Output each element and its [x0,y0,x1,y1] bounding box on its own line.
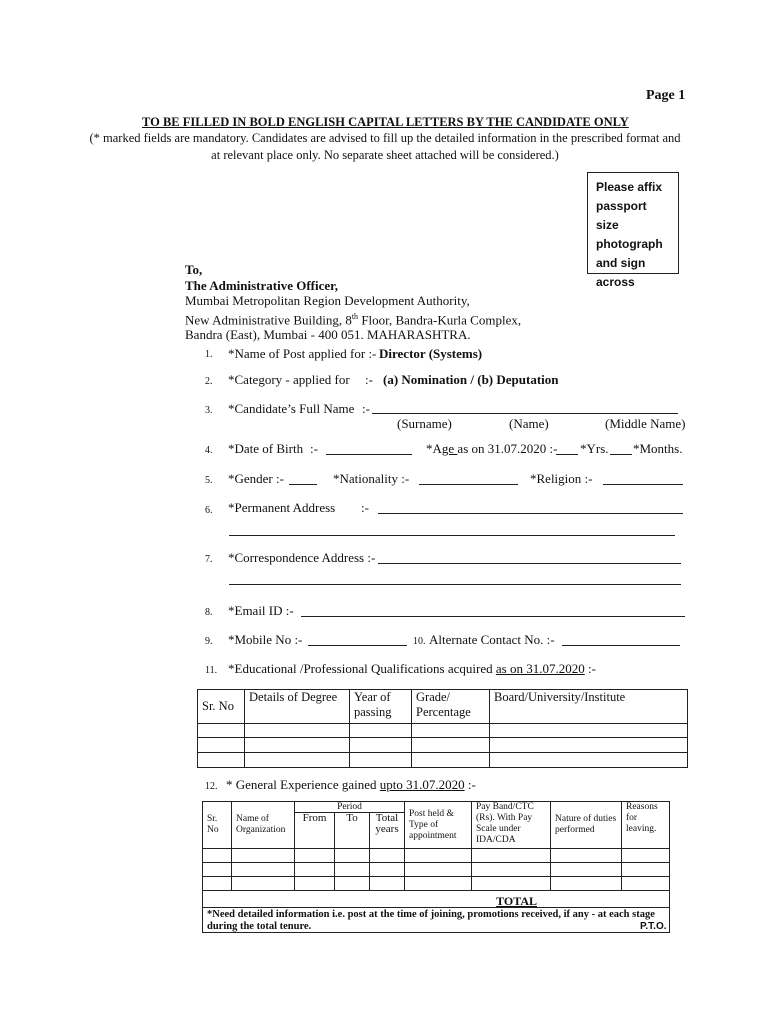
category-value[interactable]: (a) Nomination / (b) Deputation [383,372,559,387]
dob-sep: :- [310,441,318,456]
correspondence-address-input-1[interactable] [378,563,681,564]
col-header: Name of Organization [232,802,295,849]
mobile-input[interactable] [308,645,407,646]
religion-input[interactable] [603,484,683,485]
photo-box-line: across [596,275,635,289]
field-number: 10. [413,636,426,647]
middle-name-caption: (Middle Name) [605,416,686,431]
address-block [185,262,521,343]
full-name-label: *Candidate’s Full Name [228,401,355,416]
field-number: 7. [205,554,213,565]
religion-label: *Religion :- [530,471,593,486]
surname-caption: (Surname) [397,416,452,431]
col-header: Pay Band/CTC (Rs). With Pay Scale under IDA/CDA [472,802,551,849]
total-row [203,891,670,908]
qualifications-label: *Educational /Professional Qualifications acquired as on 31.07.2020 :- [228,661,596,676]
field-number: 8. [205,607,213,618]
instructions-line-1: (* marked fields are mandatory. Candidates are advised to fill up the detailed information in the prescribed format and [89,131,681,145]
field-number: 11. [205,665,218,676]
photo-box-line: passport size [596,199,647,232]
alternate-contact-input[interactable] [562,645,680,646]
table-row[interactable] [203,863,670,877]
table-row[interactable] [198,738,688,753]
years-label: *Yrs. [580,441,609,456]
photo-box-line: photograph [596,237,663,251]
field-number: 1. [205,349,213,360]
col-header: Reasons for leaving. [622,802,670,849]
col-header: Nature of duties performed [551,802,622,849]
table-row[interactable] [198,753,688,768]
category-sep: :- [365,372,373,387]
field-number: 2. [205,376,213,387]
col-header: Details of Degree [245,690,350,724]
nationality-label: *Nationality :- [333,471,410,486]
months-label: *Months. [633,441,683,456]
col-header: To [335,813,370,849]
email-label: *Email ID :- [228,603,294,618]
address-line-3: Bandra (East), Mumbai - 400 051. MAHARASHTRA. [185,327,471,343]
experience-note: *Need detailed information i.e. post at the time of joining, promotions received, if any - at each stage during the total tenure. [203,908,670,933]
col-header: Total years [370,813,405,849]
qualifications-table [197,689,688,768]
gender-input[interactable] [289,484,317,485]
field-number: 3. [205,405,213,416]
experience-table [202,801,670,933]
name-caption: (Name) [509,416,549,431]
category-label: *Category - applied for [228,372,350,387]
col-header: Post held & Type of appointment [405,802,472,849]
age-years-input[interactable] [556,454,578,455]
table-row[interactable] [203,877,670,891]
dob-input[interactable] [326,454,412,455]
field-number: 9. [205,636,213,647]
correspondence-address-input-2[interactable] [229,584,681,585]
age-months-input[interactable] [610,454,632,455]
permanent-address-input-2[interactable] [229,535,675,536]
address-line-2: New Administrative Building, 8th Floor, Bandra-Kurla Complex, [185,311,522,327]
page-number: Page 1 [646,88,686,103]
field-number: 12. [205,781,218,792]
permanent-address-label: *Permanent Address [228,500,336,515]
field-number: 5. [205,475,213,486]
col-header: Period [295,802,405,813]
dob-label: *Date of Birth [228,441,304,456]
permanent-address-input-1[interactable] [378,513,683,514]
photo-box-line: Please affix [596,180,663,194]
address-line-1: Mumbai Metropolitan Region Development Authority, [185,293,470,308]
col-header: Year of passing [350,690,412,724]
experience-label: * General Experience gained upto 31.07.2020 :- [226,777,476,792]
col-header: Sr. No [198,690,245,724]
col-header: From [295,813,335,849]
table-header-row [198,690,688,724]
permanent-address-sep: :- [361,500,369,515]
form-heading: TO BE FILLED IN BOLD ENGLISH CAPITAL LETTERS BY THE CANDIDATE ONLY [142,115,629,129]
email-input[interactable] [301,616,685,617]
col-header: Sr. No [203,802,232,849]
full-name-input[interactable] [372,413,678,414]
nationality-input[interactable] [419,484,518,485]
mobile-label: *Mobile No :- [228,632,303,647]
instructions-line-2: at relevant place only. No separate sheet attached will be considered.) [211,148,559,162]
full-name-sep: :- [362,401,370,416]
age-label: *Age as on 31.07.2020 :- [426,441,558,456]
field-number: 4. [205,445,213,456]
photo-box[interactable] [587,172,679,289]
table-row[interactable] [203,849,670,863]
address-to: To, [185,262,203,277]
photo-box-line: and sign [596,256,646,270]
col-header: Grade/ Percentage [412,690,490,724]
alternate-contact-label: Alternate Contact No. :- [429,632,555,647]
field-number: 6. [205,505,213,516]
post-applied-label: *Name of Post applied for :- [228,346,377,361]
address-officer: The Administrative Officer, [185,277,338,293]
table-row[interactable] [198,724,688,738]
correspondence-address-label: *Correspondence Address :- [228,550,376,565]
pto-label: P.T.O. [640,921,667,932]
total-label: TOTAL [203,891,670,908]
col-header: Board/University/Institute [490,690,688,724]
post-applied-value: Director (Systems) [379,346,483,361]
gender-label: *Gender :- [228,471,284,486]
